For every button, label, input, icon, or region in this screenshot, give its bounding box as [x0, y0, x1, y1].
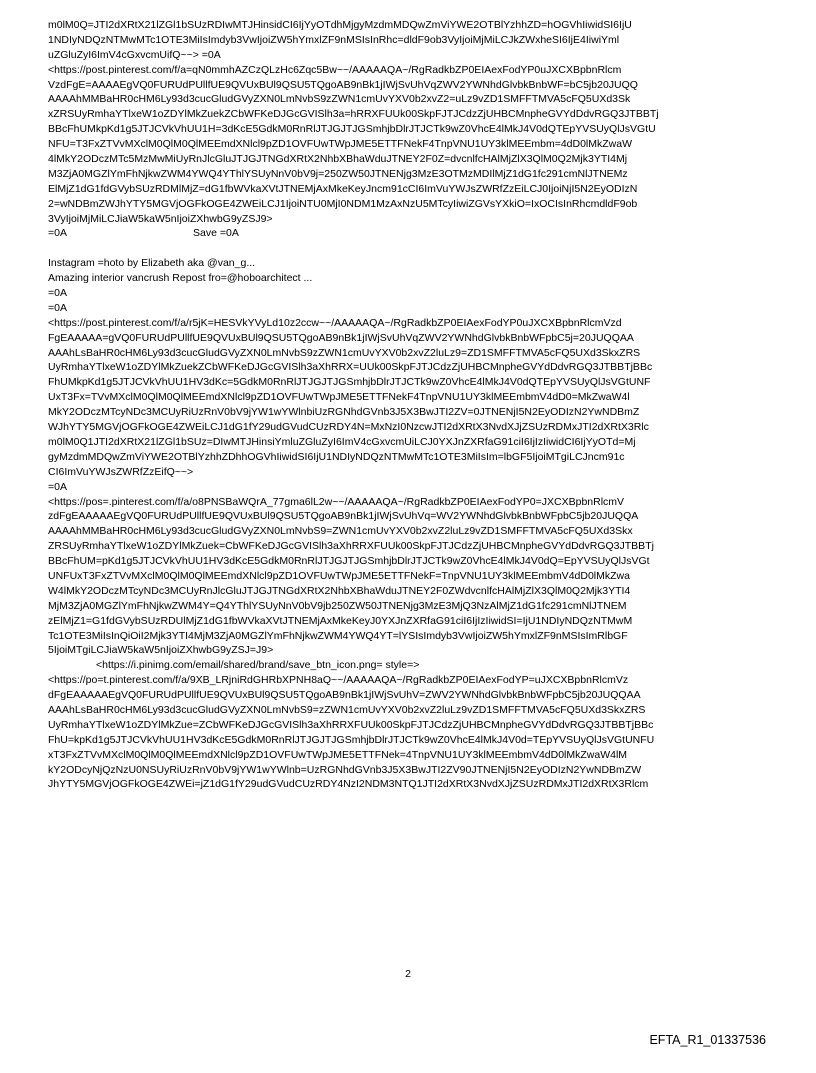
text-line: m0lM0Q1JTI2dXRtX21lZGl1bSUz=DIwMTJHinsiYmluZGluZyI6ImV4cGxvcmUiLCJ0YXJnZXRfaG91ciI6IjIzIiwidCI6IjYyOTd=Mj: [48, 435, 636, 448]
document-body: [48, 18, 774, 792]
text-line: 2=wNDBmZWJhYTY5MGVjOGFkOGE4ZWEiLCJ1IjoiNTU0MjI0NDM1MzAxNzU5MTcyIiwiZGVsYXkiO=IxOCIsInRhcmdldF9ob: [48, 197, 638, 210]
text-line: WJhYTY5MGVjOGFkOGE4ZWEiLCJ1dG1fY29udGVudCUzRDY4N=MxNzI0NzcwJTI2dXRtX3NvdXJjZSUzRDMxJTI2dXRtX3Rlc: [48, 421, 649, 434]
text-line: <https://post.pinterest.com/f/a=qN0mmhAZCzQLzHc6Zqc5Bw~~/AAAAAQA~/RgRadkbZP0EIAexFodYP0uJXCXBpbnRlcm: [48, 63, 622, 76]
text-line: [48, 241, 774, 256]
text-line: AAAhLsBaHR0cHM6Ly93d3cucGludGVyZXN0LmNvbS9=zZWN1cmUvYXV0b2xvZ2luLz9vZD1SMFFTMVA5cFQ5UXd3SkxZRS: [48, 703, 646, 716]
text-line: Tc1OTE3MiIsInQiOiI2Mjk3YTI4MjM3ZjA0MGZlYmFhNjkwZWM4YWQ4YT=lYSIsImdyb3VwIjoiZW5hYmxlZF9nMSIsImRlbGF: [48, 629, 628, 642]
text-line: AAAhLsBaHR0cHM6Ly93d3cucGludGVyZXN0LmNvbS9zZWN1cmUvYXV0b2xvZ2luLz9=ZD1SMFFTMVA5cFQ5UXd3SkxZRS: [48, 346, 641, 359]
text-line: JhYTY5MGVjOGFkOGE4ZWEi=jZ1dG1fY29udGVudCUzRDY4NzI2NDM3NTQ1JTI2dXRtX3NvdXJjZSUzRDMxJTI2dXRtX3Rlcm: [48, 778, 649, 791]
document-control-number: EFTA_R1_01337536: [649, 1033, 766, 1047]
text-line: AAAAhMMBaHR0cHM6Ly93d3cucGludGVyZXN0LmNvbS9zZWN1cmUvYXV0b2xvZ2=uLz9vZD1SMFFTMVA5cFQ5UXd3Sk: [48, 93, 631, 106]
text-line: Instagram =hoto by Elizabeth aka @van_g...: [48, 257, 256, 270]
text-line: W4lMkY2ODczMTcyNDc3MCUyRnJlcGluJTJGJTNGdXRtX2NhbXBhaWduJTNEY2F0ZWdvcnlfcHAlMjZlX3QlM0Q2Mjk3YTI4: [48, 584, 631, 597]
text-line: dFgEAAAAAEgVQ0FURUdPUllfUE9QVUxBUl9QSU5TQgoAB9nBk1jIWjSvUhV=ZWV2YWNhdGlvbkBnbWFpbC5jb20JUQQAA: [48, 689, 641, 702]
text-line: AAAAhMMBaHR0cHM6Ly93d3cucGludGVyZXN0LmNvbS9=ZWN1cmUvYXV0b2xvZ2luLz9vZD1SMFFTMVA5cFQ5UXd3Skx: [48, 525, 633, 538]
text-line: kY2ODcyNjQzNzU0NSUyRiUzRnV0bV9jYW1wYWlnb=UzRGNhdGVnb3J5X3BwJTI2ZV90JTNENjI5N2EyODIzN2YwNDBmZW: [48, 763, 642, 776]
text-line: NFU=T3FxZTVvMXclM0QlM0QlMEEmdXNlcl9pZD1OVFUwTWpJME5ETTFNekF4TnpVNU1UY3klMEEmbm=4dD0lMkZwaW: [48, 138, 633, 151]
text-line: xT3FxZTVvMXclM0QlM0QlMEEmdXNlcl9pZD1OVFUwTWpJME5ETTFNek=4TnpVNU1UY3klMEEmbmV4dD0lMkZwaW4lM: [48, 748, 628, 761]
text-line: 3VyIjoiMjMiLCJiaW5kaW5nIjoiZXhwbG9yZSJ9>: [48, 212, 273, 225]
text-line: MjM3ZjA0MGZlYmFhNjkwZWM4Y=Q4YThlYSUyNnV0bV9jb250ZW50JTNENjg3MzE3MjQ3NzAlMjZ1dG1fc291cmNlJTNEM: [48, 599, 627, 612]
text-line: FhUMkpKd1g5JTJCVkVhUU1HV3dKc=5GdkM0RnRlJTJGJTJGSmhjbDlrJTJCTk9wZ0VhcE4lMkJ4V0dQTEpYVSUyQlJsVGtUNF: [48, 376, 651, 389]
text-line: MkY2ODczMTcyNDc3MCUyRiUzRnV0bV9jYW1wYWlnbiUzRGNhdGVnb3J5X3BwJTI2ZV=0JTNENjI5N2EyODIzN2YwNDBmZ: [48, 406, 640, 419]
text-line: M3ZjA0MGZlYmFhNjkwZWM4YWQ4YThlYSUyNnV0bV9j=250ZW50JTNENjg3MzE3OTMzMDIlMjZ1dG1fc291cmNlJTNEMz: [48, 167, 628, 180]
text-line: UxT3Fx=TVvMXclM0QlM0QlMEEmdXNlcl9pZD1OVFUwTWpJME5ETTFNekF4TnpVNU1UY3klMEEmbmV4dD0=MkZwaW4l: [48, 391, 630, 404]
text-line: CI6ImVuYWJsZWRfZzEifQ~~>: [48, 465, 194, 478]
text-line: UyRmhaYTlxeW1oZDYlMkZue=ZCbWFKeDJGcGVISlh3aXhRRXFUUk00SkpFJTJCdzZjUHBCMnpheGVYdDdvRGQ3JTBBTjBBc: [48, 718, 654, 731]
page-number: 2: [405, 968, 411, 980]
text-line: FhU=kpKd1g5JTJCVkVhUU1HV3dKcE5GdkM0RnRlJTJGJTJGSmhjbDlrJTJCTk9wZ0VhcE4lMkJ4V0d=TEpYVSUyQlJsVGtUNFU: [48, 733, 655, 746]
text-line: BBcFhUM=pKd1g5JTJCVkVhUU1HV3dKcE5GdkM0RnRlJTJGJTJGSmhjbDlrJTJCTk9wZ0VhcE4lMkJ4V0dQ=EpYVSUyQlJsVGt: [48, 555, 650, 568]
text-line: UNFUxT3FxZTVvMXclM0QlM0QlMEEmdXNlcl9pZD1OVFUwTWpJME5ETTFNekF=TnpVNU1UY3klMEEmbmV4dD0lMkZwa: [48, 569, 630, 582]
text-line: FgEAAAAA=gVQ0FURUdPUllfUE9QVUxBUl9QSU5TQgoAB9nBk1jIWjSvUhVqZWV2YWNhdGlvbkBnbWFpbC5j=20JUQQAA: [48, 331, 634, 344]
text-line: m0lM0Q=JTI2dXRtX21lZGl1bSUzRDIwMTJHinsidCI6IjYyOTdhMjgyMzdmMDQwZmViYWE2OTBlYzhhZD=hOGVhIiwidSI6IjU: [48, 19, 632, 31]
text-line: =0A: [48, 480, 67, 493]
text-line: zElMjZ1=G1fdGVybSUzRDUlMjZ1dG1fbWVkaXVtJTNEMjAxMkeKeyJ0YXJnZXRfaG91ciI6IjIzIiwidSI=IjU1NDIyNDQzNTMwM: [48, 614, 633, 627]
text-line: =0A Save =0A: [48, 227, 239, 240]
text-line: <https://post.pinterest.com/f/a/r5jK=HESVkYVyLd10z2ccw~~/AAAAAQA~/RgRadkbZP0EIAexFodYP0uJXCXBpbnRlcmVzd: [48, 316, 622, 329]
text-line: ZRSUyRmhaYTlxeW1oZDYlMkZuek=CbWFKeDJGcGVISlh3aXhRRXFUUk00SkpFJTJCdzZjUHBCMnpheGVYdDdvRGQ3JTBBTj: [48, 540, 654, 553]
text-line: VzdFgE=AAAAEgVQ0FURUdPUllfUE9QVUxBUl9QSU5TQgoAB9nBk1jIWjSvUhVqZWV2YWNhdGlvbkBnbWF=bC5jb20JUQQ: [48, 78, 638, 91]
text-line: gyMzdmMDQwZmViYWE2OTBlYzhhZDhhOGVhIiwidSI6IjU1NDIyNDQzNTMwMTc1OTE3MiIsIm=lbGF5IjoiMTgiLCJncm91c: [48, 450, 625, 463]
text-line: zdFgEAAAAAEgVQ0FURUdPUllfUE9QVUxBUl9QSU5TQgoAB9nBk1jIWjSvUhVq=WV2YWNhdGlvbkBnbWFpbC5jb20JUQQA: [48, 510, 639, 523]
text-line: UyRmhaYTlxeW1oZDYlMkZuekZCbWFKeDJGcGVISlh3aXhRRX=UUk00SkpFJTJCdzZjUHBCMnpheGVYdDdvRGQ3JTBBTjBBc: [48, 361, 653, 374]
text-line: =0A: [48, 287, 67, 300]
text-line: uZGluZyI6ImV4cGxvcmUifQ~~> =0A: [48, 48, 221, 61]
text-line: ElMjZ1dG1fdGVybSUzRDMlMjZ=dG1fbWVkaXVtJTNEMjAxMkeKeyJncm91cCI6ImVuYWJsZWRfZzEiLCJ0IjoiNjI5N2EyODIzN: [48, 182, 638, 195]
text-line: 4lMkY2ODczMTc5MzMwMiUyRnJlcGluJTJGJTNGdXRtX2NhbXBhaWduJTNEY2F0Z=dvcnlfcHAlMjZlX3QlM0Q2Mjk3YTI4Mj: [48, 153, 628, 166]
text-line: <https://i.pinimg.com/email/shared/brand/save_btn_icon.png= style=>: [96, 659, 420, 672]
text-line: 5IjoiMTgiLCJiaW5kaW5nIjoiZXhwbG9yZSJ=J9>: [48, 644, 274, 657]
text-line: <https://po=t.pinterest.com/f/a/9XB_LRjniRdGHRbXPNH8aQ~~/AAAAAQA~/RgRadkbZP0EIAexFodYP=uJXCXBpbnRlcmVz: [48, 674, 629, 687]
text-line: Amazing interior vancrush Repost fro=@hoboarchitect ...: [48, 272, 313, 285]
text-line: 1NDIyNDQzNTMwMTc1OTE3MiIsImdyb3VwIjoiZW5hYmxlZF9nMSIsInRhc=dldF9ob3VyIjoiMjMiLCJkZWxheSI6IjE4IiwiYml: [48, 33, 620, 46]
text-line: BBcFhUMkpKd1g5JTJCVkVhUU1H=3dKcE5GdkM0RnRlJTJGJTJGSmhjbDlrJTJCTk9wZ0VhcE4lMkJ4V0dQTEpYVSUyQlJsVGtU: [48, 123, 656, 136]
text-line: =0A: [48, 301, 67, 314]
text-line: xZRSUyRmhaYTlxeW1oZDYlMkZuekZCbWFKeDJGcGVISlh3a=hRRXFUUk00SkpFJTJCdzZjUHBCMnpheGVYdDdvRGQ3JTBBTj: [48, 108, 659, 121]
text-line: <https://pos=.pinterest.com/f/a/o8PNSBaWQrA_77gma6lL2w~~/AAAAAQA~/RgRadkbZP0EIAexFodYP0=JXCXBpbnRlcmV: [48, 495, 625, 508]
